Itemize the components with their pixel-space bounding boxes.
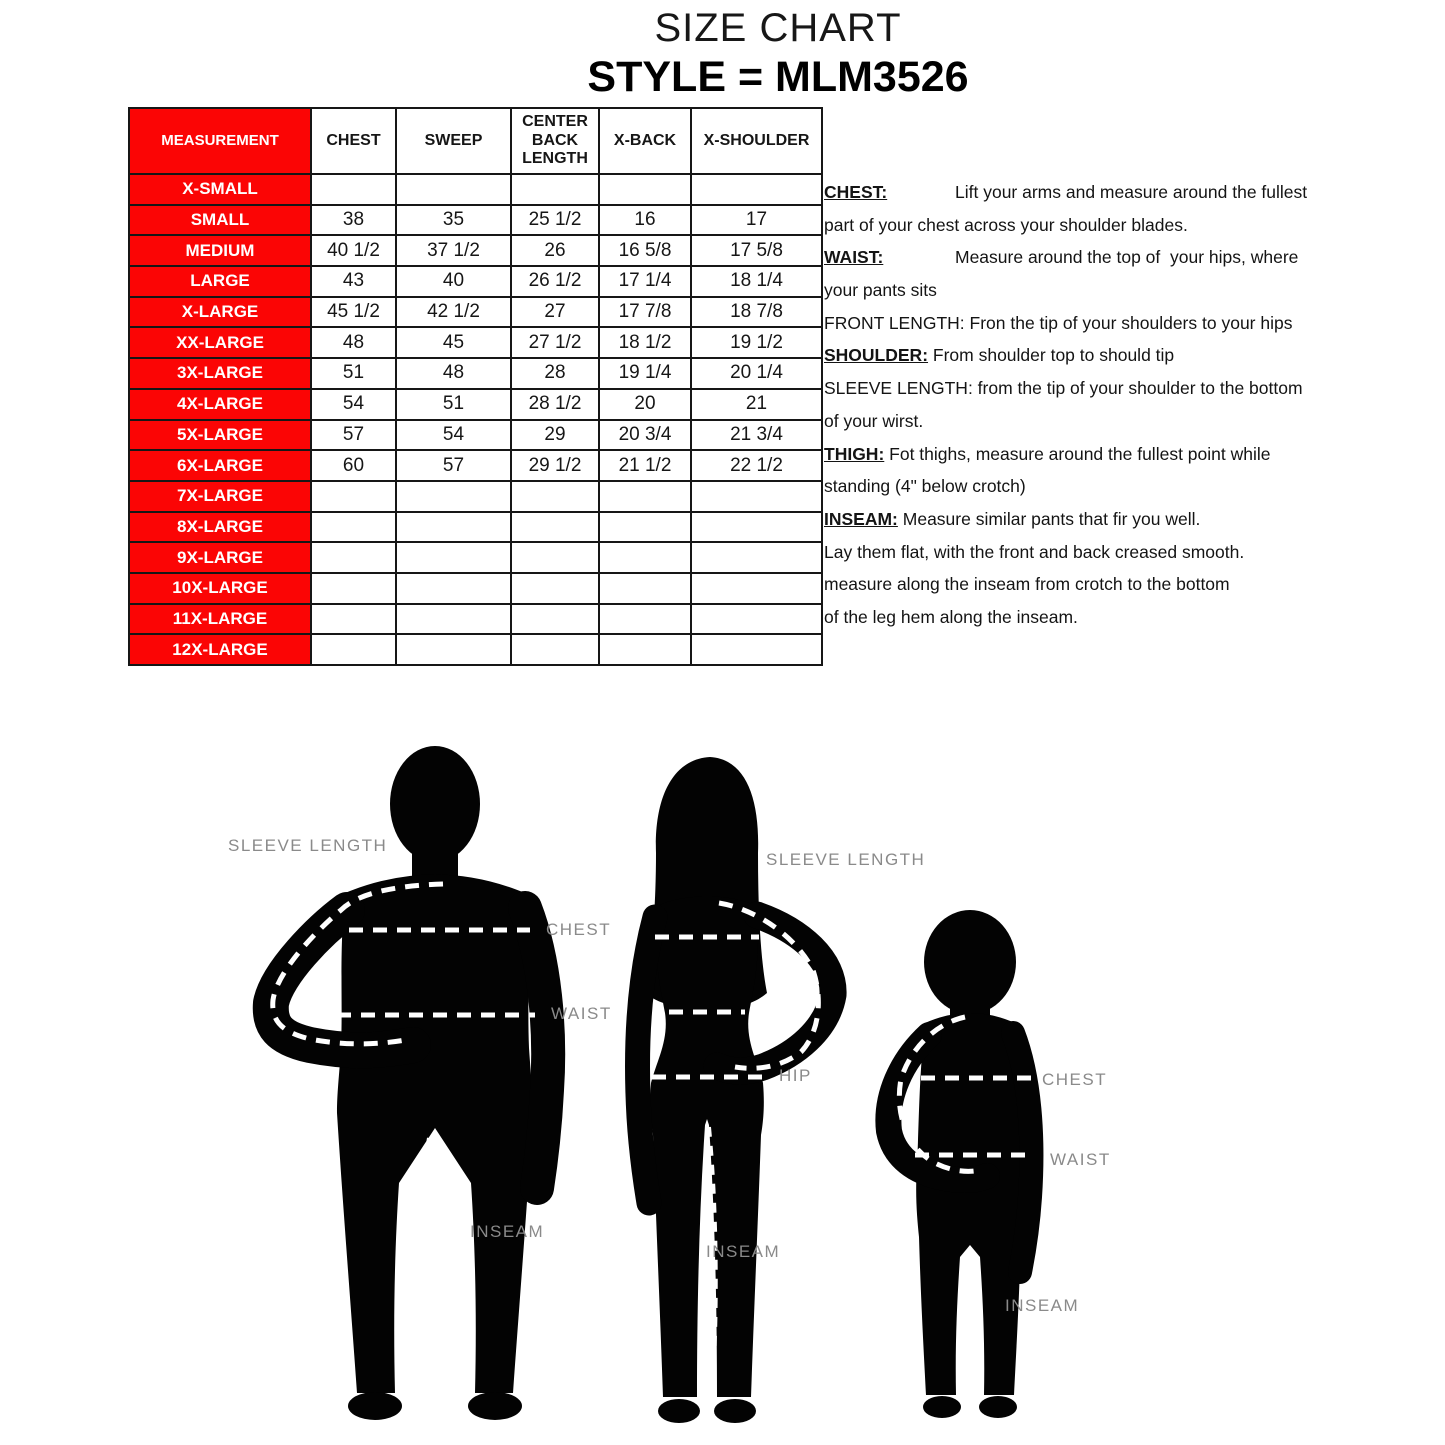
column-header-measurement: MEASUREMENT — [129, 108, 311, 174]
measurement-cell — [511, 634, 599, 665]
title-block — [128, 4, 1428, 102]
instructions — [824, 176, 1440, 634]
table-row — [129, 573, 822, 604]
size-row-header: 7X-LARGE — [129, 481, 311, 512]
measurement-cell: 19 1/4 — [599, 358, 691, 389]
instruction-term: THIGH: — [824, 443, 885, 464]
table-row — [129, 542, 822, 573]
measurement-cell: 48 — [311, 327, 396, 358]
measurement-cell — [599, 481, 691, 512]
measurement-cell — [511, 573, 599, 604]
instruction-line: of the leg hem along the inseam. — [824, 606, 1078, 627]
measurement-cell: 51 — [311, 358, 396, 389]
table-row — [129, 450, 822, 481]
size-row-header: X-LARGE — [129, 297, 311, 328]
measurement-cell: 21 — [691, 389, 822, 420]
measurement-cell — [396, 604, 511, 635]
size-row-header: 9X-LARGE — [129, 542, 311, 573]
instruction-line: part of your chest across your shoulder blades. — [824, 214, 1188, 235]
instruction-line: FRONT LENGTH: Fron the tip of your shoulders to your hips — [824, 312, 1293, 333]
instruction-term: SHOULDER: — [824, 345, 929, 366]
instruction-term: CHEST: — [824, 182, 888, 202]
instruction-line: CHEST: Lift your arms and measure around the fullest — [824, 182, 1308, 202]
measurement-cell: 29 — [511, 420, 599, 451]
instruction-line: SLEEVE LENGTH: from the tip of your shoulder to the bottom — [824, 378, 1303, 399]
size-row-header: 12X-LARGE — [129, 634, 311, 665]
instruction-line: of your wirst. — [824, 410, 924, 431]
table-row — [129, 481, 822, 512]
table-row — [129, 420, 822, 451]
measurement-cell — [599, 634, 691, 665]
child-waist-label: WAIST — [1050, 1150, 1111, 1169]
measurement-cell: 28 1/2 — [511, 389, 599, 420]
measurement-cell: 26 1/2 — [511, 266, 599, 297]
child-inseam-measure-line — [967, 1253, 970, 1393]
size-row-header: XX-LARGE — [129, 327, 311, 358]
table-row — [129, 297, 822, 328]
measurement-cell — [511, 542, 599, 573]
measurement-cell: 20 1/4 — [691, 358, 822, 389]
measurement-cell: 54 — [311, 389, 396, 420]
measurement-cell — [311, 604, 396, 635]
page-title: SIZE CHART — [654, 6, 902, 50]
measurement-cell: 21 3/4 — [691, 420, 822, 451]
measurement-cell: 37 1/2 — [396, 235, 511, 266]
measurement-cell — [511, 174, 599, 205]
measurement-cell: 42 1/2 — [396, 297, 511, 328]
size-row-header: 8X-LARGE — [129, 512, 311, 543]
measurement-cell: 45 1/2 — [311, 297, 396, 328]
measurement-cell — [691, 634, 822, 665]
size-row-header: 11X-LARGE — [129, 604, 311, 635]
table-row — [129, 235, 822, 266]
woman-inseam-label: INSEAM — [706, 1242, 781, 1261]
instruction-line: THIGH: Fot thighs, measure around the fullest point while — [824, 443, 1271, 464]
measurement-cell: 29 1/2 — [511, 450, 599, 481]
column-header: CENTER BACK LENGTH — [511, 108, 599, 174]
measurement-cell: 40 — [396, 266, 511, 297]
table-row — [129, 358, 822, 389]
size-row-header: 3X-LARGE — [129, 358, 311, 389]
measurement-cell: 20 — [599, 389, 691, 420]
measurement-cell — [311, 174, 396, 205]
size-table — [128, 107, 823, 666]
woman-sleeve-length-label: SLEEVE LENGTH — [766, 850, 926, 869]
measurement-cell — [396, 481, 511, 512]
measurement-cell: 45 — [396, 327, 511, 358]
measurement-cell: 28 — [511, 358, 599, 389]
table-row — [129, 389, 822, 420]
instruction-line: standing (4" below crotch) — [824, 476, 1026, 497]
woman-body — [645, 757, 767, 1423]
measurement-cell: 17 1/4 — [599, 266, 691, 297]
measurement-cell: 17 7/8 — [599, 297, 691, 328]
measurement-cell: 27 — [511, 297, 599, 328]
instruction-line: WAIST: Measure around the top of your hips, where — [824, 247, 1299, 268]
table-row — [129, 174, 822, 205]
measurement-cell: 40 1/2 — [311, 235, 396, 266]
measurement-cell: 16 5/8 — [599, 235, 691, 266]
measurement-cell — [691, 481, 822, 512]
table-row — [129, 266, 822, 297]
measurement-cell — [396, 634, 511, 665]
measurement-cell — [599, 512, 691, 543]
measurement-cell — [691, 604, 822, 635]
table-row — [129, 512, 822, 543]
measurement-cell: 48 — [396, 358, 511, 389]
column-header: X-SHOULDER — [691, 108, 822, 174]
measurement-cell — [599, 542, 691, 573]
measurement-cell: 17 5/8 — [691, 235, 822, 266]
style-number: STYLE = MLM3526 — [587, 53, 969, 101]
woman-straight-arm — [638, 917, 655, 1203]
measurement-cell: 38 — [311, 205, 396, 236]
column-header: CHEST — [311, 108, 396, 174]
size-row-header: SMALL — [129, 205, 311, 236]
measurement-cell — [599, 174, 691, 205]
instruction-line: your pants sits — [824, 280, 937, 301]
measurement-cell: 57 — [396, 450, 511, 481]
column-header: SWEEP — [396, 108, 511, 174]
size-row-header: LARGE — [129, 266, 311, 297]
measurement-cell: 25 1/2 — [511, 205, 599, 236]
measurement-cell — [599, 604, 691, 635]
instruction-line: SHOULDER: From shoulder top to should tip — [824, 345, 1175, 366]
man-waist-label: WAIST — [551, 1004, 612, 1023]
measurement-cell: 35 — [396, 205, 511, 236]
measurement-cell — [511, 481, 599, 512]
child-inseam-label: INSEAM — [1005, 1296, 1080, 1315]
measurement-cell — [311, 542, 396, 573]
table-row — [129, 634, 822, 665]
size-table-body — [129, 174, 822, 665]
woman-hip-label: HIP — [779, 1066, 812, 1085]
instruction-line: measure along the inseam from crotch to the bottom — [824, 574, 1230, 595]
measurement-cell: 43 — [311, 266, 396, 297]
measurement-cell: 27 1/2 — [511, 327, 599, 358]
measurement-cell — [691, 542, 822, 573]
measurement-cell: 18 1/2 — [599, 327, 691, 358]
measurement-cell — [396, 174, 511, 205]
measurement-cell: 51 — [396, 389, 511, 420]
man-inseam-measure-line — [405, 1138, 429, 1393]
measurement-cell — [691, 174, 822, 205]
measurement-cell — [396, 512, 511, 543]
measurement-cell — [311, 634, 396, 665]
measurement-cell: 54 — [396, 420, 511, 451]
table-row — [129, 327, 822, 358]
table-row — [129, 604, 822, 635]
size-table-head — [129, 108, 822, 174]
measurement-cell: 21 1/2 — [599, 450, 691, 481]
measurement-cell — [311, 512, 396, 543]
measurement-cell — [511, 604, 599, 635]
measurement-cell: 20 3/4 — [599, 420, 691, 451]
measurement-cell: 26 — [511, 235, 599, 266]
man-inseam-label: INSEAM — [470, 1222, 545, 1241]
measurement-cell — [691, 573, 822, 604]
measurement-cell: 18 7/8 — [691, 297, 822, 328]
instruction-line: Lay them flat, with the front and back creased smooth. — [824, 541, 1245, 562]
measurement-cell: 22 1/2 — [691, 450, 822, 481]
measurement-cell: 18 1/4 — [691, 266, 822, 297]
child-chest-label: CHEST — [1042, 1070, 1108, 1089]
column-header: X-BACK — [599, 108, 691, 174]
measurement-cell: 17 — [691, 205, 822, 236]
size-row-header: MEDIUM — [129, 235, 311, 266]
table-row — [129, 205, 822, 236]
size-row-header: 5X-LARGE — [129, 420, 311, 451]
man-sleeve-length-label: SLEEVE LENGTH — [228, 836, 388, 855]
instruction-line: INSEAM: Measure similar pants that fir you well. — [824, 508, 1201, 529]
measurement-cell — [311, 481, 396, 512]
measurement-cell — [691, 512, 822, 543]
man-chest-label: CHEST — [546, 920, 612, 939]
instruction-term: INSEAM: — [824, 508, 898, 529]
measurement-cell: 57 — [311, 420, 396, 451]
size-row-header: 4X-LARGE — [129, 389, 311, 420]
measurement-cell — [396, 542, 511, 573]
measurement-cell — [599, 573, 691, 604]
measurement-cell — [396, 573, 511, 604]
size-row-header: X-SMALL — [129, 174, 311, 205]
instruction-term: WAIST: — [824, 247, 884, 268]
measurement-cell: 60 — [311, 450, 396, 481]
size-row-header: 10X-LARGE — [129, 573, 311, 604]
measurement-cell: 16 — [599, 205, 691, 236]
measurement-cell — [311, 573, 396, 604]
measurement-cell — [511, 512, 599, 543]
size-row-header: 6X-LARGE — [129, 450, 311, 481]
measurement-cell: 19 1/2 — [691, 327, 822, 358]
